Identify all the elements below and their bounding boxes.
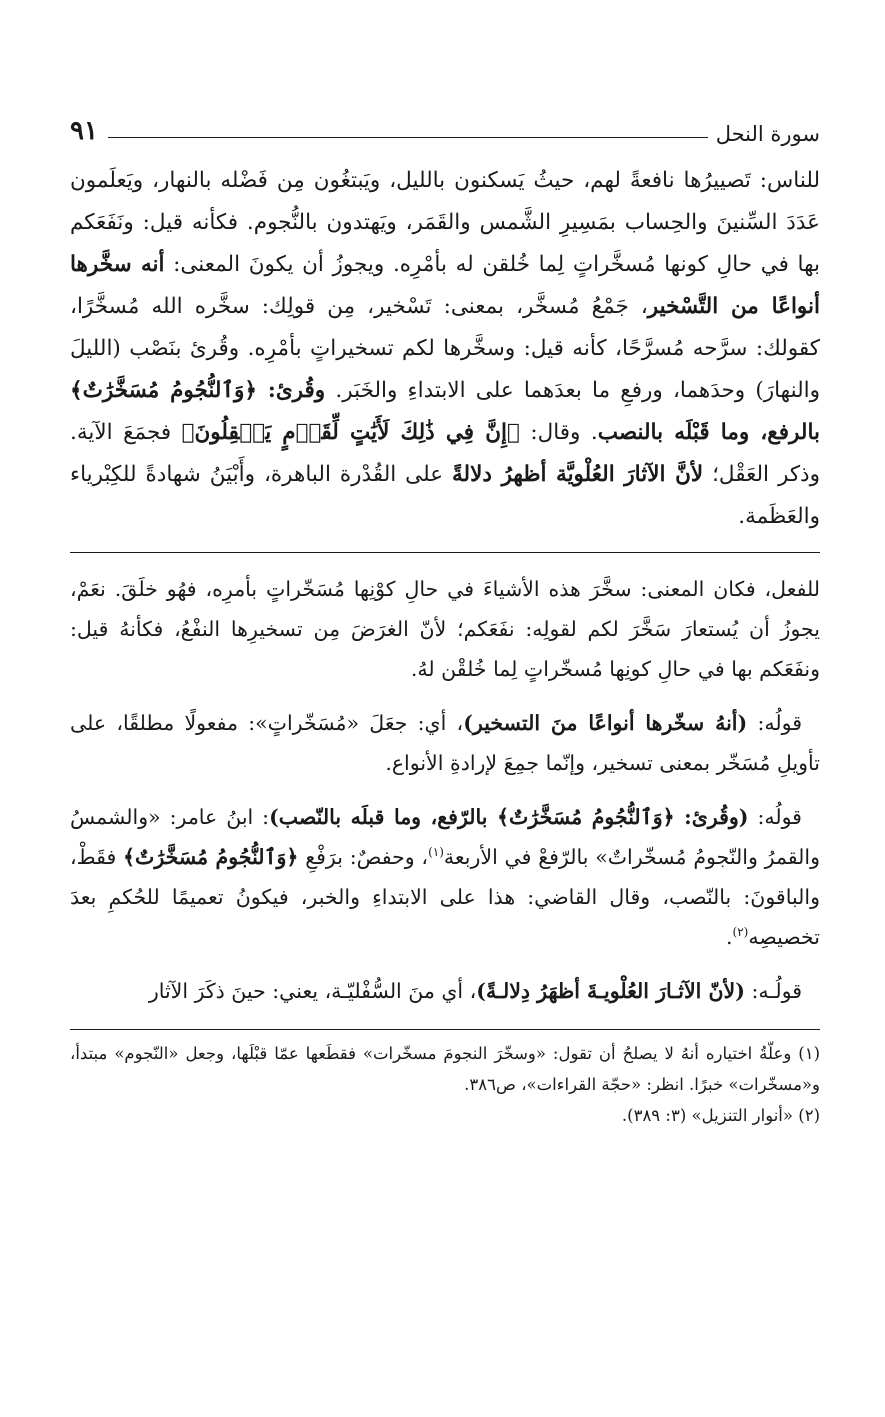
text-segment: ، أي: جعَلَ «مُسَخّراتٍ»: مفعولًا مطلقًا، على تأويلِ مُسَخّر بمعنى تسخير، وإنّما جمِعَ لإرادةِ الأنواع. xyxy=(70,711,820,775)
text-segment: قولُه: xyxy=(747,711,803,735)
footnote-divider xyxy=(70,1029,820,1030)
quran-verse: ﴿وَٱلنُّجُومُ مُسَخَّرَٰتٌ﴾ xyxy=(70,378,258,403)
page-number: ٩١ xyxy=(70,116,98,146)
text-segment: ، وحفصٌ: برَفْعِ xyxy=(298,845,429,869)
hashiya-paragraph xyxy=(70,797,820,957)
quran-verse: ﴿وَٱلنُّجُومُ مُسَخَّرَٰتٌ﴾ xyxy=(497,805,675,829)
bold-phrase: بالرّفع، وما قبلَه بالنّصب) xyxy=(269,805,498,829)
bold-phrase: (لأنّ الآثـارَ العُلْويـةَ أظهَرُ دِلالـةً) xyxy=(476,979,745,1003)
main-paragraph xyxy=(70,160,820,538)
bold-phrase: لأنَّ الآثارَ العُلْويَّة أظهرُ دلالةً xyxy=(452,462,704,487)
footnote-2: (٢) «أنوار التنزيل» (٣: ٣٨٩). xyxy=(621,1106,820,1125)
text-segment: ، أي منَ السُّفْليّـة، يعني: حينَ ذكَرَ الآثار xyxy=(148,979,477,1003)
text-segment: . xyxy=(725,925,733,949)
super-commentary xyxy=(70,569,820,1011)
footnote-1: (١) وعلّةُ اختياره أنهُ لا يصلحُ أن تقول: «وسخّرَ النجومَ مسخّرات» فقطَعها عمّا قبْلَها، وجعل «النّجوم» مبتدأ، و«مسخّرات» خبرًا. انظر: «حجّة القراءات»، ص٣٨٦. xyxy=(70,1044,820,1094)
main-commentary xyxy=(70,160,820,538)
surah-title: سورة النحل xyxy=(715,122,820,146)
footnote-ref-2[interactable]: (٢) xyxy=(732,925,749,940)
hashiya-paragraph xyxy=(70,703,820,783)
text-segment: قولُه: xyxy=(748,805,802,829)
running-header xyxy=(70,112,820,146)
hashiya-paragraph: للفعل، فكان المعنى: سخَّرَ هذه الأشياءَ في حالِ كوْنِها مُسَخّراتٍ بأمرِه، فهُو خلَقَ. نعَمْ، يجوزُ أن يُستعارَ سَخَّرَ لكم لقولِه: نفَعَكم؛ لأنّ الغرَضَ مِن تسخيرِها النفْعُ، فكأنهُ قيل: ونفَعَكم بها في حالِ كونِها مُسخّراتٍ لِما خُلقْن لهُ. xyxy=(70,577,820,681)
quran-verse: ﴿إِنَّ فِي ذَٰلِكَ لَأَيَٰتٍ لِّقَوۡمٍ يَعۡقِلُونَ﴾ xyxy=(181,420,520,445)
bold-phrase: وقُرئ: xyxy=(257,378,326,403)
text-segment: . وقال: xyxy=(519,420,598,445)
text-segment: على القُدْرة الباهرة، وأَبْيَنُ شهادةً للكِبْرياء والعَظَمة. xyxy=(70,462,820,529)
hashiya-paragraph xyxy=(70,971,820,1011)
text-segment: ، جَمْعُ مُسخَّر، بمعنى: تَسْخير، مِن قولِك: سخَّره الله مُسخَّرًا، كقولك: سرَّحه مُسرَّحًا، كأنه قيل: وسخَّرها لكم تسخيراتٍ بأمْرِه. وقُرئ بنَصْب (الليلَ والنهارَ) وحدَهما، ورفعِ ما بعدَهما على الابتداءِ والخَبَر. xyxy=(70,294,820,403)
text-segment: للناس: تَصييرُها نافعةً لهم، حيثُ يَسكنون بالليل، ويَبتغُون مِن فَضْله بالنهار، ويَعلَمون عَدَدَ السِّنينَ والحِساب بمَسِيرِ الشَّمس والقَمَر، ويَهتدون بالنُّجوم. فكأنه قيل: ونَفَعَكم بها في حالِ كونها مُسخَّراتٍ لِما خُلقن له بأمْرِه. ويجوزُ أن يكونَ المعنى: xyxy=(70,168,820,277)
text-segment: : ابنُ عامر: «والشمسُ والقمرُ والنّجومُ مُسخّراتٌ» بالرّفعْ في الأربعة xyxy=(70,805,821,869)
quran-verse: ﴿وَٱلنُّجُومُ مُسَخَّرَٰتٌ﴾ xyxy=(123,845,299,869)
section-divider xyxy=(70,552,820,553)
text-segment: فقَطْ، والباقونَ: بالنّصب، وقال القاضي: هذا على الابتداءِ والخبر، فيكونُ تعميمًا للحُكمِ بعدَ تخصيصِه xyxy=(70,845,820,949)
text-segment: فجمَعَ الآية. وذكر العَقْل؛ xyxy=(70,420,821,487)
page xyxy=(70,112,820,1131)
footnote-ref-1[interactable]: (١) xyxy=(428,845,444,860)
bold-phrase: (وقُرئ: xyxy=(674,805,749,829)
footnotes xyxy=(70,1038,820,1131)
bold-phrase: أنه سخَّرها أنواعًا من التَّسْخير xyxy=(70,252,820,319)
bold-phrase: (أنهُ سخّرها أنواعًا منَ التسخير) xyxy=(463,711,748,735)
header-rule xyxy=(108,137,708,138)
text-segment: قولُـه: xyxy=(744,979,802,1003)
bold-phrase: بالرفع، وما قَبْلَه بالنصب xyxy=(597,420,820,445)
